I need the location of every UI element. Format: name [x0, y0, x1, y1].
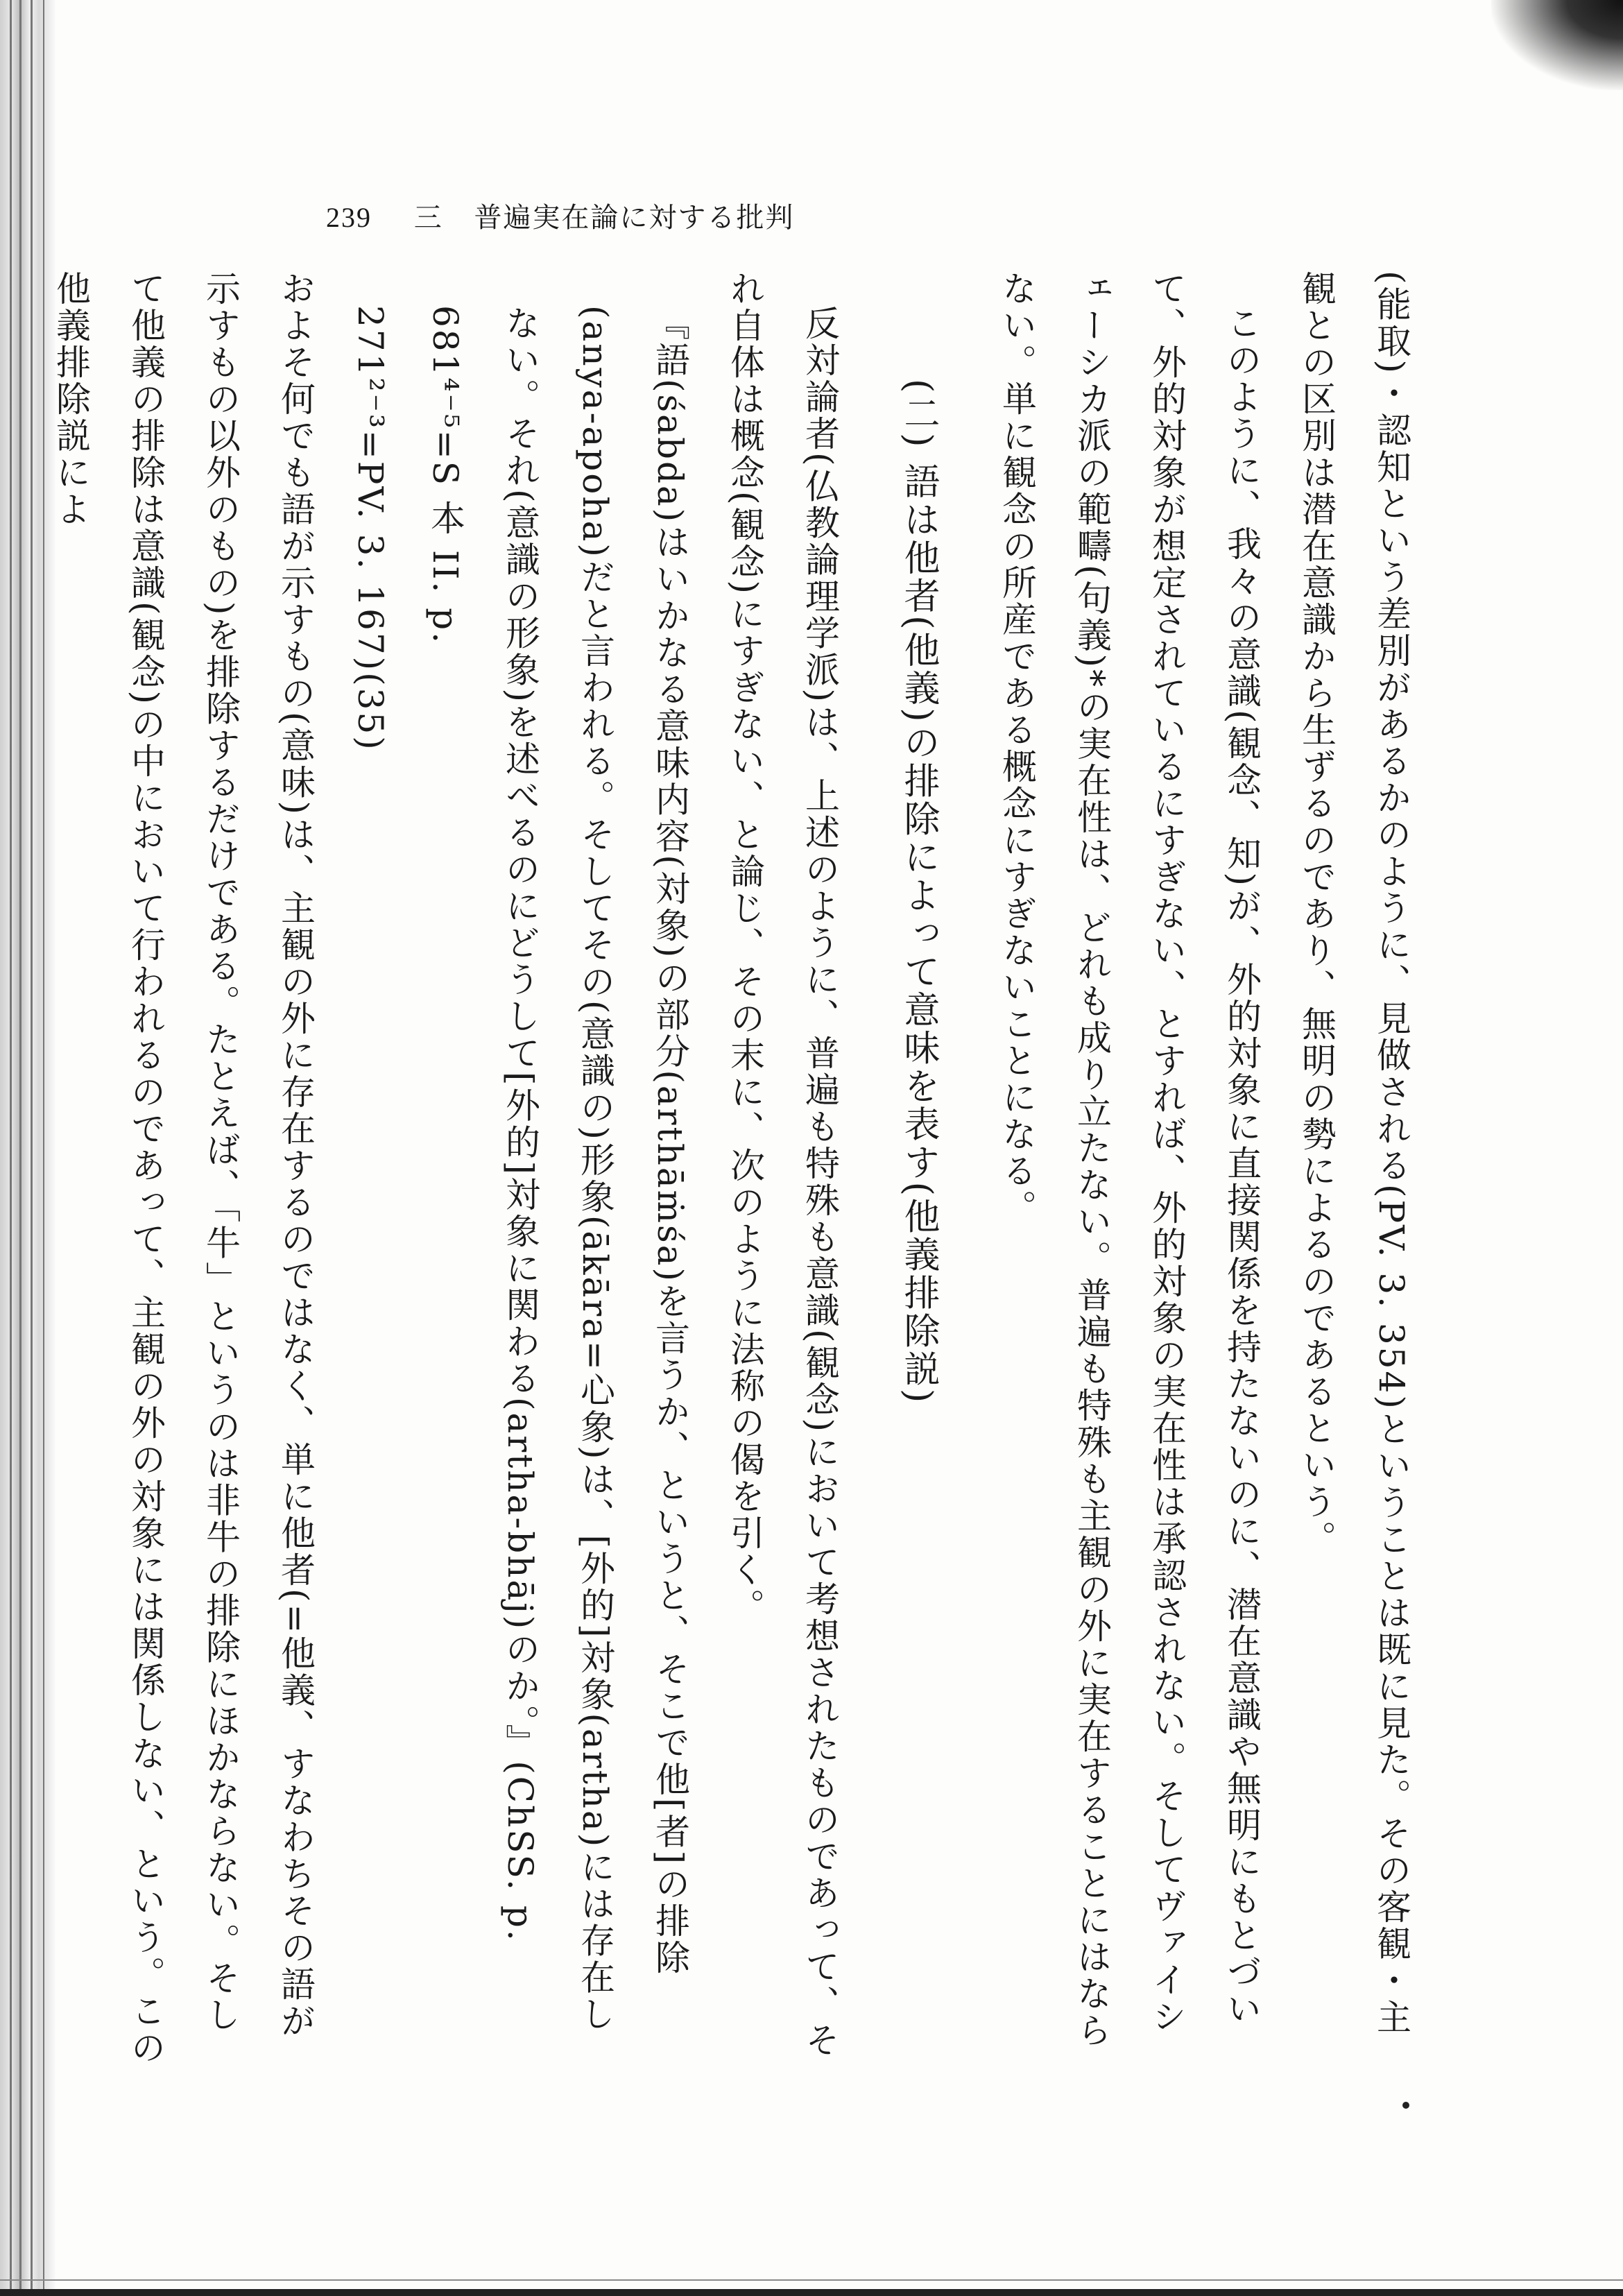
- running-head: [326, 196, 794, 235]
- paragraph-continued: (能取)・認知という差別があるかのように、見做される(PV. 3. 354)ということは既に見た。その客観・主観との区別は潜在意識から生ずるのであり、無明の勢によるのであるという。: [1296, 271, 1411, 2036]
- bottom-edge: [0, 2289, 1623, 2296]
- bottom-rule: [0, 2279, 1623, 2281]
- page-number: 239: [326, 202, 372, 233]
- section-title: 普遍実在論に対する批判: [474, 202, 795, 234]
- paragraph: このように、我々の意識(観念、知)が、外的対象に直接関係を持たないのに、潜在意識や無明にもとづいて、外的対象が想定されているにすぎない、とすれば、外的対象の実在性は承認されない。そしてヴァイシェーシカ派の範疇(句義)*の実在性は、どれも成り立たない。普遍も特殊も主観の外に実在することにはならない。単に観念の所産である概念にすぎないことになる。: [997, 271, 1262, 2050]
- binding-line: [31, 0, 33, 2296]
- section-number: 三: [413, 202, 443, 234]
- quotation-source: 271²⁻³=PV. 3. 167)(35): [350, 305, 390, 752]
- binding-line: [19, 0, 22, 2296]
- paragraph: 反対論者(仏教論理学派)は、上述のように、普遍も特殊も意識(観念)において考想されたものであって、それ自体は概念(観念)にすぎない、と論じ、その末に、次のように法称の偈を引く。: [725, 271, 840, 2059]
- binding-line: [10, 0, 12, 2296]
- stray-mark: [1402, 2102, 1409, 2109]
- quotation: 『語(śabda)はいかなる意味内容(対象)の部分(arthāṁśa)を言うか、というと、そこで他[者]の排除(anya-apoha)だと言われる。そしてその(意識の)形象(ākāra=心象)は、[外的]対象(artha)には存在しない。それ(意識の形象)を述べるのにどうして[外的]対象に関わる(artha-bhāj)のか。』(ChSS. p. 681⁴⁻⁵=S 本 II. p.: [425, 305, 690, 2033]
- subsection-heading: (二) 語は他者(他義)の排除によって意味を表す(他義排除説): [898, 379, 939, 1405]
- corner-shadow: [1491, 0, 1623, 90]
- paragraph: およそ何でも語が示すもの(意味)は、主観の外に存在するのではなく、単に他者(=他義、すなわちその語が示すもの以外のもの)を排除するだけである。たとえば、「牛」というのは非牛の排除にほかならない。そして他義の排除は意識(観念)の中において行われるのであって、主観の外の対象には関係しない、という。この他義排除説によ: [51, 271, 316, 2067]
- body-text: [51, 271, 1429, 2067]
